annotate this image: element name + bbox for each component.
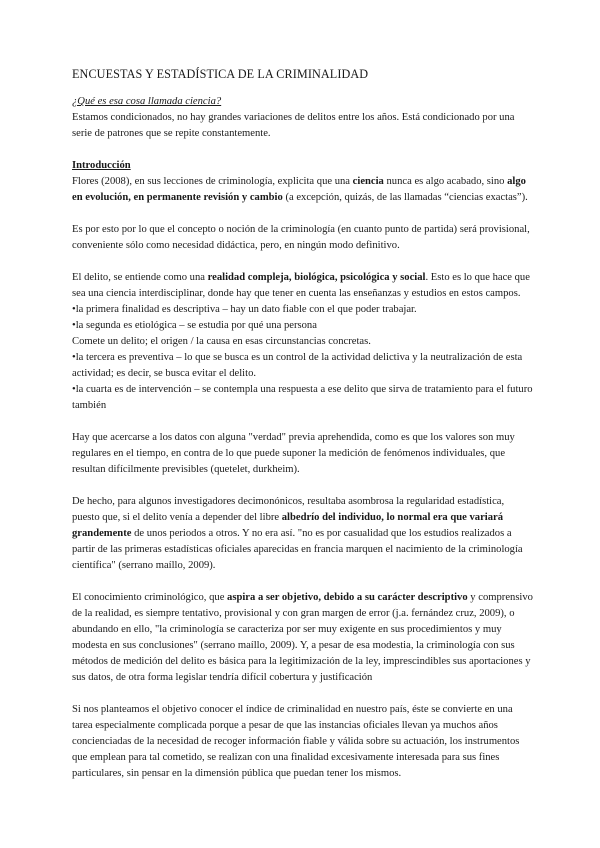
bullet-item: Comete un delito; el origen / la causa en esas circunstancias concretas. — [72, 336, 371, 347]
bullet-item: •la primera finalidad es descriptiva – hay un dato fiable con el que poder trabajar. — [72, 304, 417, 315]
paragraph-science — [72, 174, 534, 206]
bold-text: aspira a ser objetivo, debido a su carácter descriptivo — [227, 592, 468, 603]
bold-text: realidad compleja, biológica, psicológica y social — [207, 272, 426, 283]
document-page — [72, 66, 534, 782]
paragraph-crime — [72, 270, 534, 302]
spacer — [72, 574, 534, 590]
bullet-item: •la cuarta es de intervención – se contempla una respuesta a ese delito que sirva de tratamiento para el futuro también — [72, 384, 533, 411]
text-run: y comprensivo de la realidad, es siempre tentativo, provisional y con gran margen de error (j.a. fernández cruz, 2009), o abundando en ello, "la criminología se caracteriza por ser muy exigente en sus procedimientos y muy modesta en sus conclusiones" (serrano maíllo, 2009). Y, a pesar de esa modestia, la criminología con sus métodos de medición del delito es básica para la legitimización de la ley, imprescindibles sus aportaciones y sus datos, de otra forma legislar tendría difícil cobertura y justificación — [72, 592, 533, 683]
text-run: Flores (2008), en sus lecciones de criminología, explicita que una — [72, 176, 353, 187]
paragraph-crime-index: Si nos planteamos el objetivo conocer el índice de criminalidad en nuestro país, éste se convierte en una tarea especialmente complicada porque a pesar de que las instancias oficiales llevan ya muchos años concienciadas de la necesidad de recoger información fiable y válida sobre su actuación, los instrumentos que emplean para tal cometido, se realizan con una finalidad excesivamente interesada para sus fines particulares, sin pensar en la dimensión pública que puedan tener los mismos. — [72, 704, 520, 779]
text-run: El conocimiento criminológico, que — [72, 592, 228, 603]
paragraph-regularity — [72, 494, 534, 574]
spacer — [72, 478, 534, 494]
spacer — [72, 414, 534, 430]
bullet-item: •la tercera es preventiva – lo que se busca es un control de la actividad delictiva y la neutralización de esta actividad; es decir, se busca evitar el delito. — [72, 352, 523, 379]
text-run: El delito, se entiende como una — [72, 272, 208, 283]
text-run: . Esto es lo que hace que sea una ciencia interdisciplinar, donde hay que tener en cuenta las enseñanzas y estudios en estos campos. — [72, 272, 530, 299]
spacer — [72, 254, 534, 270]
bold-text: algo en evolución, en permanente revisión y cambio — [72, 176, 526, 203]
text-run: nunca es algo acabado, sino — [383, 176, 508, 187]
spacer — [72, 142, 534, 158]
bullet-item: •la segunda es etiológica – se estudia por qué una persona — [72, 320, 317, 331]
text-run: (a excepción, quizás, de las llamadas “ciencias exactas”). — [282, 192, 528, 203]
bold-text: ciencia — [352, 176, 384, 187]
subtitle-question: ¿Qué es esa cosa llamada ciencia? — [72, 96, 222, 107]
text-run: de unos periodos a otros. Y no era así. "no es por casualidad que los estudios realizados a partir de las primeras estadísticas oficiales aparecidas en francia marquen el nacimiento de la criminología científica" (serrano maíllo, 2009). — [72, 528, 523, 571]
intro-paragraph: Estamos condicionados, no hay grandes variaciones de delitos entre los años. Está condicionado por una serie de patrones que se repite constantemente. — [72, 112, 515, 139]
paragraph-concept: Es por esto por lo que el concepto o noción de la criminología (en cuanto punto de partida) será provisional, conveniente sólo como necesidad didáctica, pero, en ningún modo definitivo. — [72, 224, 530, 251]
document-title: ENCUESTAS Y ESTADÍSTICA DE LA CRIMINALIDAD — [72, 67, 369, 81]
paragraph-data-approach: Hay que acercarse a los datos con alguna "verdad" previa aprehendida, como es que los valores son muy regulares en el tiempo, en contra de lo que puede suponer la medición de fenómenos individuales, que resultan difícilmente previsibles (quetelet, durkheim). — [72, 432, 515, 475]
bold-text: albedrío del individuo, lo normal era que variará grandemente — [72, 512, 504, 539]
spacer — [72, 686, 534, 702]
section-heading: Introducción — [72, 160, 131, 171]
text-run: De hecho, para algunos investigadores decimonónicos, resultaba asombrosa la regularidad estadística, puesto que, si el delito venía a depender del libre — [72, 496, 505, 523]
spacer — [72, 206, 534, 222]
paragraph-knowledge — [72, 590, 534, 686]
